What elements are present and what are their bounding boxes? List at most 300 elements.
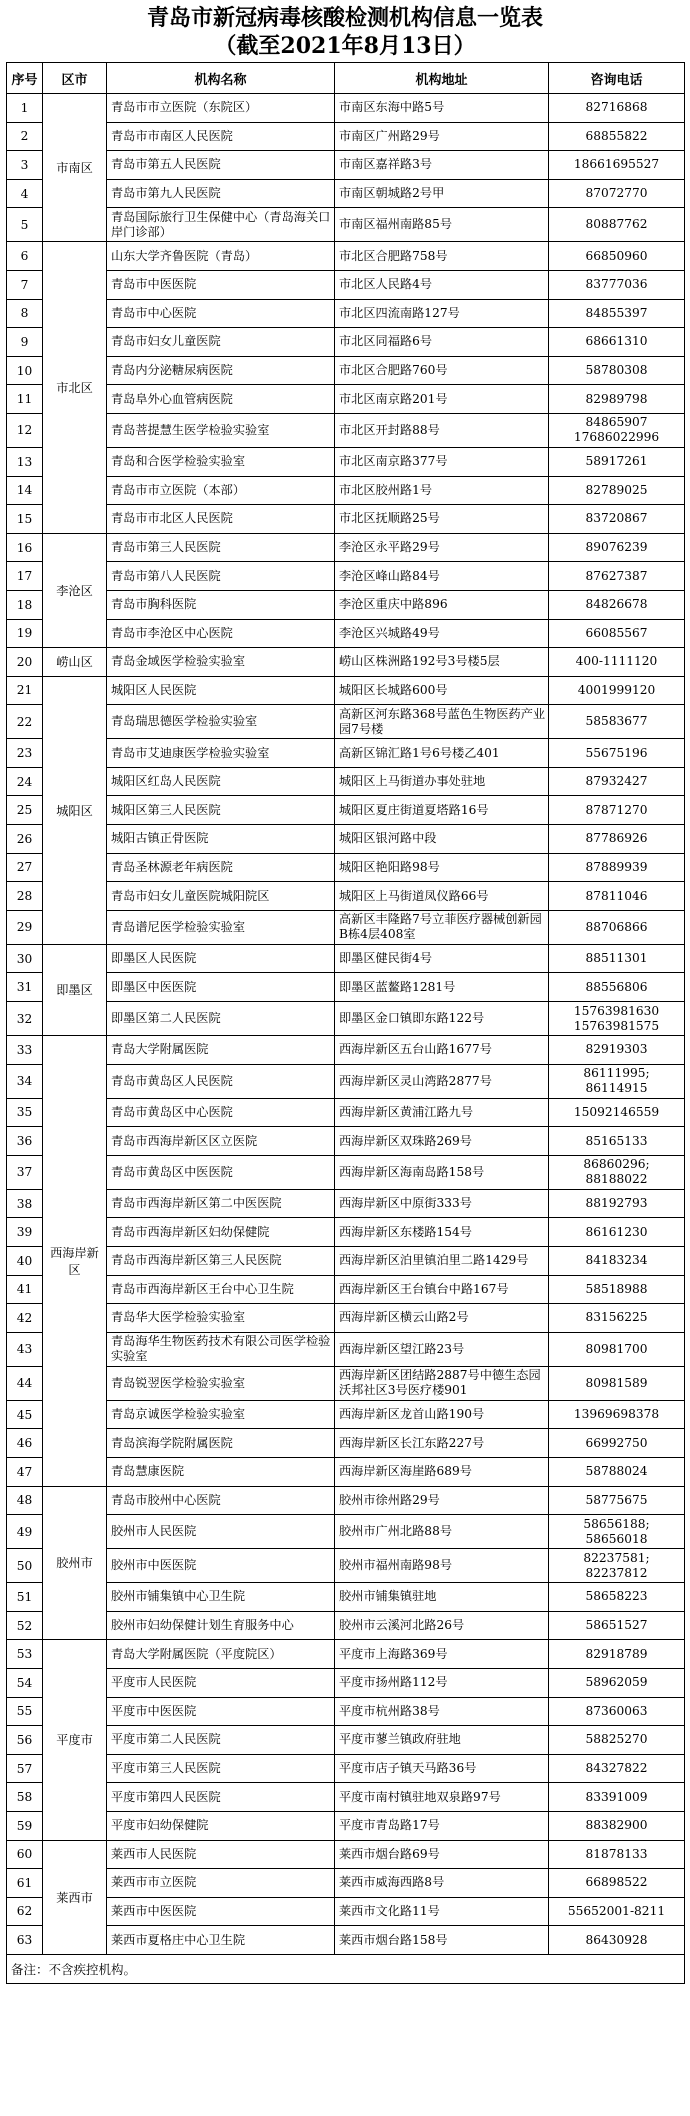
row-index: 60	[7, 1840, 43, 1869]
row-index: 3	[7, 151, 43, 180]
institution-name: 平度市第二人民医院	[107, 1726, 335, 1755]
row-index: 37	[7, 1155, 43, 1189]
institution-name: 胶州市妇幼保健计划生育服务中心	[107, 1611, 335, 1640]
institution-address: 市南区朝城路2号甲	[335, 179, 549, 208]
title-line-1: 青岛市新冠病毒核酸检测机构信息一览表	[146, 5, 543, 31]
note-row	[7, 1954, 685, 1983]
institution-address: 平度市南村镇驻地双泉路97号	[335, 1783, 549, 1812]
row-index: 41	[7, 1275, 43, 1304]
institution-address: 市南区东海中路5号	[335, 94, 549, 123]
institution-name: 莱西市中医医院	[107, 1897, 335, 1926]
row-index: 59	[7, 1811, 43, 1840]
row-index: 18	[7, 590, 43, 619]
phone-number: 82716868	[549, 94, 685, 123]
institution-address: 市南区福州南路85号	[335, 208, 549, 242]
table-row	[7, 1486, 685, 1515]
phone-number: 80887762	[549, 208, 685, 242]
table-row	[7, 270, 685, 299]
table-row	[7, 973, 685, 1002]
institution-name: 青岛市第八人民医院	[107, 562, 335, 591]
institution-name: 青岛市黄岛区中心医院	[107, 1098, 335, 1127]
institution-address: 莱西市文化路11号	[335, 1897, 549, 1926]
institution-name: 平度市第四人民医院	[107, 1783, 335, 1812]
table-row	[7, 1247, 685, 1276]
table-header-row	[7, 63, 685, 94]
table-row	[7, 1668, 685, 1697]
phone-number: 58825270	[549, 1726, 685, 1755]
row-index: 63	[7, 1926, 43, 1955]
institution-name: 青岛市艾迪康医学检验实验室	[107, 739, 335, 768]
row-index: 1	[7, 94, 43, 123]
institution-address: 李沧区重庆中路896	[335, 590, 549, 619]
phone-number: 88556806	[549, 973, 685, 1002]
institution-name: 青岛市李沧区中心医院	[107, 619, 335, 648]
phone-number: 58775675	[549, 1486, 685, 1515]
district-cell: 李沧区	[43, 533, 107, 647]
institution-address: 崂山区株洲路192号3号楼5层	[335, 648, 549, 677]
table-row	[7, 944, 685, 973]
institution-address: 市北区南京路377号	[335, 447, 549, 476]
institution-name: 青岛市市南区人民医院	[107, 122, 335, 151]
institution-address: 胶州市铺集镇驻地	[335, 1583, 549, 1612]
phone-number: 84183234	[549, 1247, 685, 1276]
table-row	[7, 619, 685, 648]
institution-address: 李沧区峰山路84号	[335, 562, 549, 591]
row-index: 33	[7, 1036, 43, 1065]
institution-name: 即墨区第二人民医院	[107, 1002, 335, 1036]
row-index: 30	[7, 944, 43, 973]
institution-address: 即墨区金口镇即东路122号	[335, 1002, 549, 1036]
phone-number: 84865907 17686022996	[549, 413, 685, 447]
phone-number: 88511301	[549, 944, 685, 973]
phone-number: 88382900	[549, 1811, 685, 1840]
district-cell: 莱西市	[43, 1840, 107, 1954]
phone-number: 15092146559	[549, 1098, 685, 1127]
table-row	[7, 533, 685, 562]
row-index: 9	[7, 328, 43, 357]
institution-name: 青岛市黄岛区人民医院	[107, 1064, 335, 1098]
institution-name: 青岛京诚医学检验实验室	[107, 1400, 335, 1429]
table-row	[7, 1155, 685, 1189]
table-row	[7, 1840, 685, 1869]
row-index: 24	[7, 767, 43, 796]
row-index: 61	[7, 1869, 43, 1898]
institution-name: 青岛市市立医院（东院区）	[107, 94, 335, 123]
district-cell: 城阳区	[43, 676, 107, 944]
phone-number: 85165133	[549, 1127, 685, 1156]
phone-number: 66992750	[549, 1429, 685, 1458]
table-row	[7, 1811, 685, 1840]
phone-number: 87932427	[549, 767, 685, 796]
phone-number: 81878133	[549, 1840, 685, 1869]
institution-name: 城阳区第三人民医院	[107, 796, 335, 825]
phone-number: 86430928	[549, 1926, 685, 1955]
table-row	[7, 356, 685, 385]
institution-address: 胶州市云溪河北路26号	[335, 1611, 549, 1640]
phone-number: 58962059	[549, 1668, 685, 1697]
table-row	[7, 328, 685, 357]
row-index: 57	[7, 1754, 43, 1783]
institution-name: 青岛市西海岸新区区立医院	[107, 1127, 335, 1156]
phone-number: 87786926	[549, 825, 685, 854]
phone-number: 87811046	[549, 882, 685, 911]
institution-address: 城阳区上马街道办事处驻地	[335, 767, 549, 796]
row-index: 12	[7, 413, 43, 447]
institution-address: 莱西市威海西路8号	[335, 1869, 549, 1898]
phone-number: 58518988	[549, 1275, 685, 1304]
phone-number: 68661310	[549, 328, 685, 357]
table-row	[7, 1036, 685, 1065]
institution-name: 青岛市胶州中心医院	[107, 1486, 335, 1515]
phone-number: 82918789	[549, 1640, 685, 1669]
institution-address: 西海岸新区团结路2887号中德生态园沃邦社区3号医疗楼901	[335, 1366, 549, 1400]
row-index: 13	[7, 447, 43, 476]
institution-name: 青岛大学附属医院	[107, 1036, 335, 1065]
institution-address: 市北区同福路6号	[335, 328, 549, 357]
institution-name: 青岛阜外心血管病医院	[107, 385, 335, 414]
phone-number: 80981589	[549, 1366, 685, 1400]
row-index: 19	[7, 619, 43, 648]
table-row	[7, 796, 685, 825]
institution-address: 即墨区健民街4号	[335, 944, 549, 973]
district-cell: 即墨区	[43, 944, 107, 1035]
table-row	[7, 413, 685, 447]
institution-name: 青岛锐翌医学检验实验室	[107, 1366, 335, 1400]
institution-address: 西海岸新区王台镇台中路167号	[335, 1275, 549, 1304]
header-address: 机构地址	[335, 63, 549, 94]
institution-address: 城阳区艳阳路98号	[335, 853, 549, 882]
table-row	[7, 1754, 685, 1783]
row-index: 54	[7, 1668, 43, 1697]
phone-number: 66085567	[549, 619, 685, 648]
institution-address: 西海岸新区灵山湾路2877号	[335, 1064, 549, 1098]
phone-number: 86860296; 88188022	[549, 1155, 685, 1189]
phone-number: 4001999120	[549, 676, 685, 705]
row-index: 49	[7, 1515, 43, 1549]
row-index: 28	[7, 882, 43, 911]
institution-address: 市南区广州路29号	[335, 122, 549, 151]
phone-number: 86161230	[549, 1218, 685, 1247]
institution-address: 平度市上海路369号	[335, 1640, 549, 1669]
header-district: 区市	[43, 63, 107, 94]
phone-number: 58780308	[549, 356, 685, 385]
phone-number: 58656188; 58656018	[549, 1515, 685, 1549]
table-row	[7, 1697, 685, 1726]
table-row	[7, 1332, 685, 1366]
institution-address: 平度市扬州路112号	[335, 1668, 549, 1697]
institution-name: 胶州市铺集镇中心卫生院	[107, 1583, 335, 1612]
institution-name: 青岛市第五人民医院	[107, 151, 335, 180]
institution-address: 高新区河东路368号蓝色生物医药产业园7号楼	[335, 705, 549, 739]
institution-name: 青岛市胸科医院	[107, 590, 335, 619]
institution-name: 莱西市人民医院	[107, 1840, 335, 1869]
row-index: 35	[7, 1098, 43, 1127]
table-row	[7, 1783, 685, 1812]
institution-address: 莱西市烟台路158号	[335, 1926, 549, 1955]
phone-number: 84826678	[549, 590, 685, 619]
row-index: 5	[7, 208, 43, 242]
institution-name: 城阳区红岛人民医院	[107, 767, 335, 796]
institution-address: 市北区人民路4号	[335, 270, 549, 299]
row-index: 58	[7, 1783, 43, 1812]
phone-number: 87871270	[549, 796, 685, 825]
table-row	[7, 739, 685, 768]
row-index: 15	[7, 505, 43, 534]
institution-name: 青岛滨海学院附属医院	[107, 1429, 335, 1458]
institution-name: 青岛市市立医院（本部）	[107, 476, 335, 505]
institution-name: 青岛瑞思德医学检验实验室	[107, 705, 335, 739]
table-row	[7, 476, 685, 505]
phone-number: 13969698378	[549, 1400, 685, 1429]
phone-number: 82237581; 82237812	[549, 1549, 685, 1583]
institution-name: 青岛和合医学检验实验室	[107, 447, 335, 476]
table-row	[7, 1366, 685, 1400]
institution-name: 青岛市西海岸新区王台中心卫生院	[107, 1275, 335, 1304]
table-row	[7, 562, 685, 591]
row-index: 53	[7, 1640, 43, 1669]
institution-name: 即墨区中医医院	[107, 973, 335, 1002]
table-row	[7, 1127, 685, 1156]
table-row	[7, 648, 685, 677]
row-index: 27	[7, 853, 43, 882]
institution-name: 青岛市中心医院	[107, 299, 335, 328]
table-row	[7, 1611, 685, 1640]
phone-number: 83720867	[549, 505, 685, 534]
phone-number: 58583677	[549, 705, 685, 739]
institution-table	[6, 62, 685, 1984]
institution-name: 城阳区人民医院	[107, 676, 335, 705]
institution-address: 西海岸新区泊里镇泊里二路1429号	[335, 1247, 549, 1276]
phone-number: 58658223	[549, 1583, 685, 1612]
institution-address: 西海岸新区海南岛路158号	[335, 1155, 549, 1189]
institution-name: 山东大学齐鲁医院（青岛）	[107, 242, 335, 271]
institution-name: 青岛国际旅行卫生保健中心（青岛海关口岸门诊部）	[107, 208, 335, 242]
phone-number: 58788024	[549, 1457, 685, 1486]
table-body	[7, 94, 685, 1955]
institution-name: 城阳古镇正骨医院	[107, 825, 335, 854]
institution-name: 青岛海华生物医药技术有限公司医学检验实验室	[107, 1332, 335, 1366]
institution-address: 市北区抚顺路25号	[335, 505, 549, 534]
institution-name: 平度市中医医院	[107, 1697, 335, 1726]
table-row	[7, 590, 685, 619]
table-row	[7, 122, 685, 151]
institution-name: 青岛市黄岛区中医医院	[107, 1155, 335, 1189]
row-index: 10	[7, 356, 43, 385]
row-index: 14	[7, 476, 43, 505]
institution-address: 胶州市徐州路29号	[335, 1486, 549, 1515]
institution-name: 青岛市第三人民医院	[107, 533, 335, 562]
row-index: 39	[7, 1218, 43, 1247]
district-cell: 胶州市	[43, 1486, 107, 1640]
institution-address: 李沧区永平路29号	[335, 533, 549, 562]
table-row	[7, 1400, 685, 1429]
institution-address: 西海岸新区中原街333号	[335, 1189, 549, 1218]
institution-address: 平度市青岛路17号	[335, 1811, 549, 1840]
row-index: 52	[7, 1611, 43, 1640]
phone-number: 66850960	[549, 242, 685, 271]
table-row	[7, 767, 685, 796]
institution-address: 胶州市福州南路98号	[335, 1549, 549, 1583]
table-row	[7, 825, 685, 854]
row-index: 44	[7, 1366, 43, 1400]
row-index: 34	[7, 1064, 43, 1098]
table-row	[7, 1869, 685, 1898]
row-index: 29	[7, 910, 43, 944]
institution-name: 青岛市中医医院	[107, 270, 335, 299]
table-row	[7, 1064, 685, 1098]
institution-address: 西海岸新区东楼路154号	[335, 1218, 549, 1247]
institution-name: 青岛华大医学检验实验室	[107, 1304, 335, 1333]
phone-number: 55652001-8211	[549, 1897, 685, 1926]
header-index: 序号	[7, 63, 43, 94]
institution-name: 青岛市第九人民医院	[107, 179, 335, 208]
institution-name: 胶州市人民医院	[107, 1515, 335, 1549]
phone-number: 86111995; 86114915	[549, 1064, 685, 1098]
institution-address: 市北区开封路88号	[335, 413, 549, 447]
note-text: 备注：不含疾控机构。	[7, 1954, 685, 1983]
institution-address: 市北区合肥路760号	[335, 356, 549, 385]
institution-name: 青岛大学附属医院（平度院区）	[107, 1640, 335, 1669]
table-row	[7, 1429, 685, 1458]
row-index: 50	[7, 1549, 43, 1583]
title-line-2: （截至2021年8月13日）	[214, 33, 476, 59]
table-row	[7, 1897, 685, 1926]
table-row	[7, 1218, 685, 1247]
institution-name: 平度市第三人民医院	[107, 1754, 335, 1783]
institution-name: 莱西市市立医院	[107, 1869, 335, 1898]
table-row	[7, 447, 685, 476]
institution-address: 市南区嘉祥路3号	[335, 151, 549, 180]
phone-number: 87072770	[549, 179, 685, 208]
row-index: 43	[7, 1332, 43, 1366]
institution-address: 西海岸新区五台山路1677号	[335, 1036, 549, 1065]
table-row	[7, 910, 685, 944]
table-row	[7, 1583, 685, 1612]
table-row	[7, 882, 685, 911]
row-index: 22	[7, 705, 43, 739]
institution-name: 平度市人民医院	[107, 1668, 335, 1697]
row-index: 17	[7, 562, 43, 591]
institution-address: 市北区胶州路1号	[335, 476, 549, 505]
phone-number: 83777036	[549, 270, 685, 299]
table-row	[7, 1275, 685, 1304]
table-row	[7, 151, 685, 180]
institution-address: 西海岸新区龙首山路190号	[335, 1400, 549, 1429]
row-index: 23	[7, 739, 43, 768]
phone-number: 58917261	[549, 447, 685, 476]
phone-number: 82919303	[549, 1036, 685, 1065]
row-index: 62	[7, 1897, 43, 1926]
row-index: 42	[7, 1304, 43, 1333]
row-index: 32	[7, 1002, 43, 1036]
table-row	[7, 853, 685, 882]
row-index: 16	[7, 533, 43, 562]
district-cell: 市北区	[43, 242, 107, 533]
institution-address: 西海岸新区横云山路2号	[335, 1304, 549, 1333]
institution-address: 西海岸新区海崖路689号	[335, 1457, 549, 1486]
phone-number: 84855397	[549, 299, 685, 328]
institution-address: 西海岸新区望江路23号	[335, 1332, 549, 1366]
phone-number: 88192793	[549, 1189, 685, 1218]
institution-address: 高新区丰隆路7号立菲医疗器械创新园B栋4层408室	[335, 910, 549, 944]
district-cell: 市南区	[43, 94, 107, 242]
district-cell: 西海岸新区	[43, 1036, 107, 1487]
institution-address: 市北区四流南路127号	[335, 299, 549, 328]
table-row	[7, 1640, 685, 1669]
phone-number: 68855822	[549, 122, 685, 151]
row-index: 38	[7, 1189, 43, 1218]
institution-name: 青岛谱尼医学检验实验室	[107, 910, 335, 944]
phone-number: 87627387	[549, 562, 685, 591]
institution-name: 青岛内分泌糖尿病医院	[107, 356, 335, 385]
institution-name: 青岛市妇女儿童医院	[107, 328, 335, 357]
table-row	[7, 1098, 685, 1127]
row-index: 21	[7, 676, 43, 705]
institution-name: 即墨区人民医院	[107, 944, 335, 973]
table-row	[7, 676, 685, 705]
table-row	[7, 208, 685, 242]
row-index: 56	[7, 1726, 43, 1755]
document-title	[0, 0, 690, 62]
header-phone: 咨询电话	[549, 63, 685, 94]
phone-number: 66898522	[549, 1869, 685, 1898]
row-index: 20	[7, 648, 43, 677]
institution-name: 青岛菩提慧生医学检验实验室	[107, 413, 335, 447]
phone-number: 80981700	[549, 1332, 685, 1366]
row-index: 46	[7, 1429, 43, 1458]
district-cell: 平度市	[43, 1640, 107, 1840]
institution-address: 李沧区兴城路49号	[335, 619, 549, 648]
table-row	[7, 179, 685, 208]
institution-address: 即墨区蓝鳌路1281号	[335, 973, 549, 1002]
institution-address: 城阳区长城路600号	[335, 676, 549, 705]
row-index: 36	[7, 1127, 43, 1156]
table-row	[7, 1549, 685, 1583]
institution-name: 青岛金域医学检验实验室	[107, 648, 335, 677]
row-index: 47	[7, 1457, 43, 1486]
row-index: 4	[7, 179, 43, 208]
phone-number: 87889939	[549, 853, 685, 882]
row-index: 6	[7, 242, 43, 271]
district-cell: 崂山区	[43, 648, 107, 677]
table-row	[7, 299, 685, 328]
table-row	[7, 705, 685, 739]
header-name: 机构名称	[107, 63, 335, 94]
institution-address: 莱西市烟台路69号	[335, 1840, 549, 1869]
phone-number: 400-1111120	[549, 648, 685, 677]
institution-name: 青岛市市北区人民医院	[107, 505, 335, 534]
row-index: 11	[7, 385, 43, 414]
institution-address: 胶州市广州北路88号	[335, 1515, 549, 1549]
phone-number: 58651527	[549, 1611, 685, 1640]
table-row	[7, 94, 685, 123]
institution-address: 高新区锦汇路1号6号楼乙401	[335, 739, 549, 768]
phone-number: 87360063	[549, 1697, 685, 1726]
row-index: 48	[7, 1486, 43, 1515]
institution-name: 莱西市夏格庄中心卫生院	[107, 1926, 335, 1955]
institution-name: 青岛市西海岸新区第三人民医院	[107, 1247, 335, 1276]
institution-name: 青岛市妇女儿童医院城阳院区	[107, 882, 335, 911]
table-row	[7, 1189, 685, 1218]
table-row	[7, 242, 685, 271]
phone-number: 83156225	[549, 1304, 685, 1333]
row-index: 8	[7, 299, 43, 328]
row-index: 2	[7, 122, 43, 151]
phone-number: 82989798	[549, 385, 685, 414]
institution-address: 市北区南京路201号	[335, 385, 549, 414]
table-row	[7, 505, 685, 534]
table-row	[7, 1515, 685, 1549]
